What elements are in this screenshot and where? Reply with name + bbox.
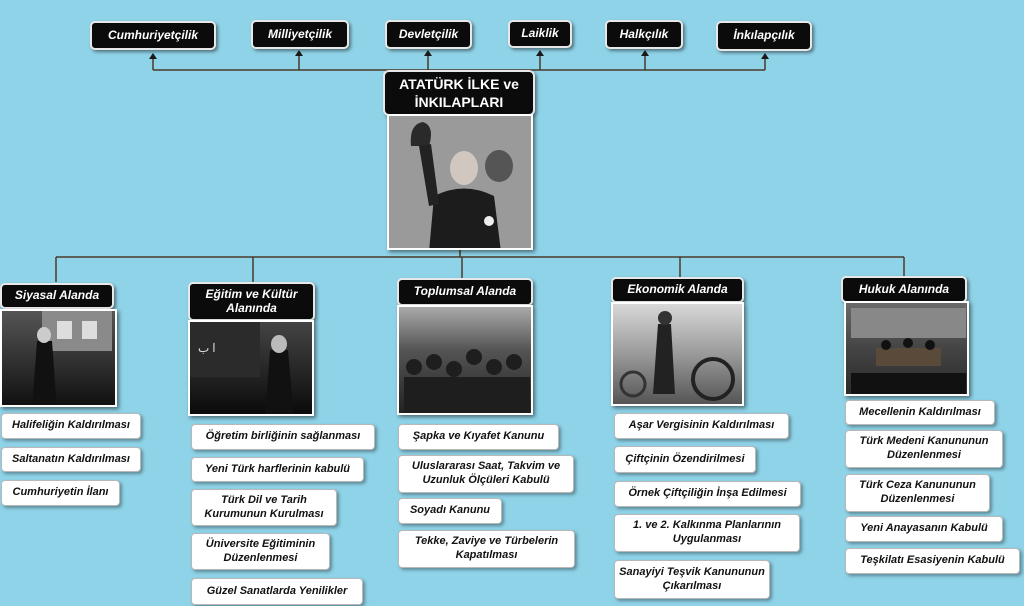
ataturk-portrait-photo (387, 114, 533, 250)
principle-inkilapcilik: İnkılapçılık (716, 21, 812, 51)
principle-cumhuriyetcilik: Cumhuriyetçilik (90, 21, 216, 50)
column-title-ekonomik-text: Ekonomik Alanda (627, 282, 728, 297)
item-ekonomik-5: Sanayiyi Teşvik Kanununun Çıkarılması (614, 560, 770, 599)
egitim-photo (188, 320, 314, 416)
column-title-egitim-line2: Alanında (226, 300, 277, 315)
column-title-egitim (188, 282, 315, 321)
ekonomik-photo-scene (613, 304, 744, 406)
item-ekonomik-4: 1. ve 2. Kalkınma Planlarının Uygulanması (614, 514, 800, 552)
column-title-ekonomik (611, 277, 744, 303)
item-toplumsal-1: Şapka ve Kıyafet Kanunu (398, 424, 559, 450)
item-egitim-4: Üniversite Eğitiminin Düzenlenmesi (191, 533, 330, 570)
item-ekonomik-3: Örnek Çiftçiliğin İnşa Edilmesi (614, 481, 801, 507)
item-hukuk-5: Teşkilatı Esasiyenin Kabulü (845, 548, 1020, 574)
item-egitim-1: Öğretim birliğinin sağlanması (191, 424, 375, 450)
principle-laiklik: Laiklik (508, 20, 572, 48)
item-toplumsal-4: Tekke, Zaviye ve Türbelerin Kapatılması (398, 530, 575, 568)
principle-devletcilik: Devletçilik (385, 20, 472, 49)
column-title-toplumsal (397, 278, 533, 306)
item-hukuk-1: Mecellenin Kaldırılması (845, 400, 995, 425)
toplumsal-photo-scene (399, 307, 533, 415)
item-ekonomik-1: Aşar Vergisinin Kaldırılması (614, 413, 789, 439)
hukuk-photo (844, 301, 969, 396)
arrow-head-1 (149, 53, 157, 59)
arrow-head-3 (424, 50, 432, 56)
arrow-head-6 (761, 53, 769, 59)
item-toplumsal-2: Uluslararası Saat, Takvim ve Uzunluk Ölçüleri Kabulü (398, 455, 574, 493)
item-siyasal-3: Cumhuriyetin İlanı (1, 480, 120, 506)
siyasal-photo (0, 309, 117, 407)
arrow-head-2 (295, 50, 303, 56)
column-title-siyasal-text: Siyasal Alanda (14, 288, 100, 303)
principle-halkcilik: Halkçılık (605, 20, 683, 49)
arrow-head-4 (536, 50, 544, 56)
ataturk-portrait-figure (389, 116, 533, 250)
item-hukuk-2: Türk Medeni Kanununun Düzenlenmesi (845, 430, 1003, 468)
center-title-line2: İNKILAPLARI (414, 94, 504, 110)
item-hukuk-3: Türk Ceza Kanununun Düzenlenmesi (845, 474, 990, 512)
toplumsal-photo (397, 305, 533, 415)
item-egitim-3: Türk Dil ve Tarih Kurumunun Kurulması (191, 489, 337, 526)
item-ekonomik-2: Çiftçinin Özendirilmesi (614, 446, 756, 473)
column-title-hukuk-text: Hukuk Alanında (858, 281, 950, 296)
column-title-toplumsal-text: Toplumsal Alanda (413, 284, 517, 299)
center-title (383, 70, 535, 116)
column-title-siyasal (0, 283, 114, 309)
item-siyasal-2: Saltanatın Kaldırılması (1, 447, 141, 472)
item-siyasal-1: Halifeliğin Kaldırılması (1, 413, 141, 439)
item-hukuk-4: Yeni Anayasanın Kabulü (845, 516, 1003, 542)
svg-text:ﺍ ﺏ: ﺍ ﺏ (198, 341, 216, 355)
column-title-egitim-line1: Eğitim ve Kültür (205, 286, 298, 301)
ekonomik-photo (611, 302, 744, 406)
hukuk-photo-scene (846, 303, 969, 396)
item-egitim-5: Güzel Sanatlarda Yenilikler (191, 578, 363, 605)
principle-milliyetcilik: Milliyetçilik (251, 20, 349, 49)
column-title-hukuk (841, 276, 967, 303)
item-egitim-2: Yeni Türk harflerinin kabulü (191, 457, 364, 482)
siyasal-photo-scene (2, 311, 117, 407)
item-toplumsal-3: Soyadı Kanunu (398, 498, 502, 524)
center-title-line1: ATATÜRK İLKE ve (399, 75, 519, 92)
egitim-photo-scene (190, 322, 314, 416)
arrow-head-5 (641, 50, 649, 56)
